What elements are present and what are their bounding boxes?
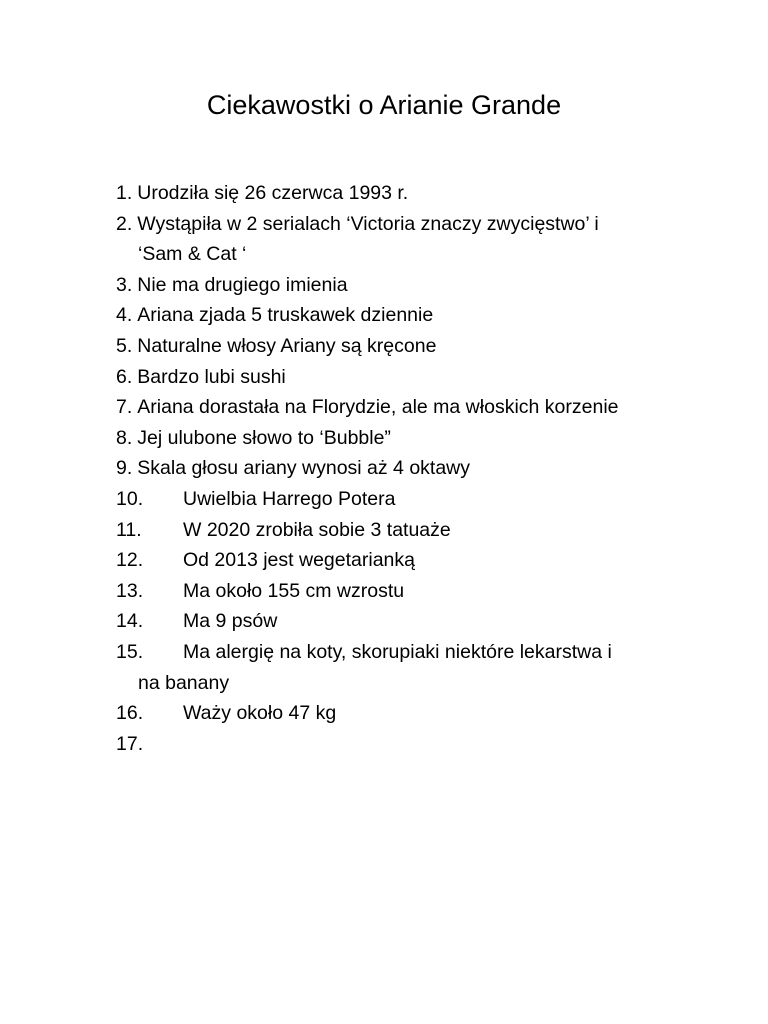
item-text: Ma alergię na koty, skorupiaki niektóre lekarstwa i <box>183 640 612 663</box>
item-number: 16. <box>116 702 144 725</box>
item-number: 2. <box>116 212 133 235</box>
item-text: Naturalne włosy Ariany są kręcone <box>137 334 437 357</box>
item-number: 15. <box>116 640 144 663</box>
item-text: Jej ulubone słowo to ‘Bubble” <box>137 426 391 449</box>
list-item <box>116 484 736 515</box>
item-text: Od 2013 jest wegetarianką <box>183 549 415 572</box>
item-text: Wystąpiła w 2 serialach ‘Victoria znaczy zwycięstwo’ i <box>137 212 599 235</box>
list-item <box>116 392 736 423</box>
list-item <box>116 545 736 576</box>
item-number: 1. <box>116 182 133 204</box>
list-item <box>116 637 736 698</box>
item-number: 5. <box>116 334 133 357</box>
list-item <box>116 178 736 209</box>
list-item <box>116 515 736 546</box>
item-number: 17. <box>116 732 144 755</box>
facts-list <box>116 178 736 759</box>
item-text: Nie ma drugiego imienia <box>137 273 348 296</box>
item-text: Ariana zjada 5 truskawek dziennie <box>137 304 434 327</box>
item-number: 4. <box>116 304 133 327</box>
item-text: Ma 9 psów <box>183 610 278 633</box>
item-text-continuation: na banany <box>138 671 230 694</box>
item-number: 7. <box>116 396 133 419</box>
list-item <box>116 698 736 729</box>
item-number: 10. <box>116 487 144 510</box>
document-title: Ciekawostki o Arianie Grande <box>206 90 562 120</box>
list-item <box>116 300 736 331</box>
item-number: 14. <box>116 610 144 633</box>
list-item <box>116 209 736 270</box>
list-item <box>116 362 736 393</box>
item-number: 6. <box>116 365 133 388</box>
list-item <box>116 453 736 484</box>
item-text: Urodziła się 26 czerwca 1993 r. <box>137 182 409 204</box>
list-item <box>116 606 736 637</box>
item-number: 3. <box>116 273 133 296</box>
list-item <box>116 729 736 760</box>
item-number: 11. <box>116 518 142 541</box>
item-text: W 2020 zrobiła sobie 3 tatuaże <box>183 518 451 541</box>
item-text: Skala głosu ariany wynosi aż 4 oktawy <box>137 457 471 480</box>
item-text: Uwielbia Harrego Potera <box>183 487 396 510</box>
list-item <box>116 576 736 607</box>
list-item <box>116 423 736 454</box>
item-text: Waży około 47 kg <box>183 702 337 725</box>
item-number: 13. <box>116 579 144 602</box>
item-text-continuation: ‘Sam & Cat ‘ <box>138 243 247 266</box>
item-number: 9. <box>116 457 133 480</box>
item-text: Bardzo lubi sushi <box>137 365 286 388</box>
list-item <box>116 270 736 301</box>
item-text: Ma około 155 cm wzrostu <box>183 579 405 602</box>
item-number: 8. <box>116 426 133 449</box>
item-text: Ariana dorastała na Florydzie, ale ma włoskich korzenie <box>137 396 619 419</box>
item-number: 12. <box>116 549 144 572</box>
list-item <box>116 331 736 362</box>
